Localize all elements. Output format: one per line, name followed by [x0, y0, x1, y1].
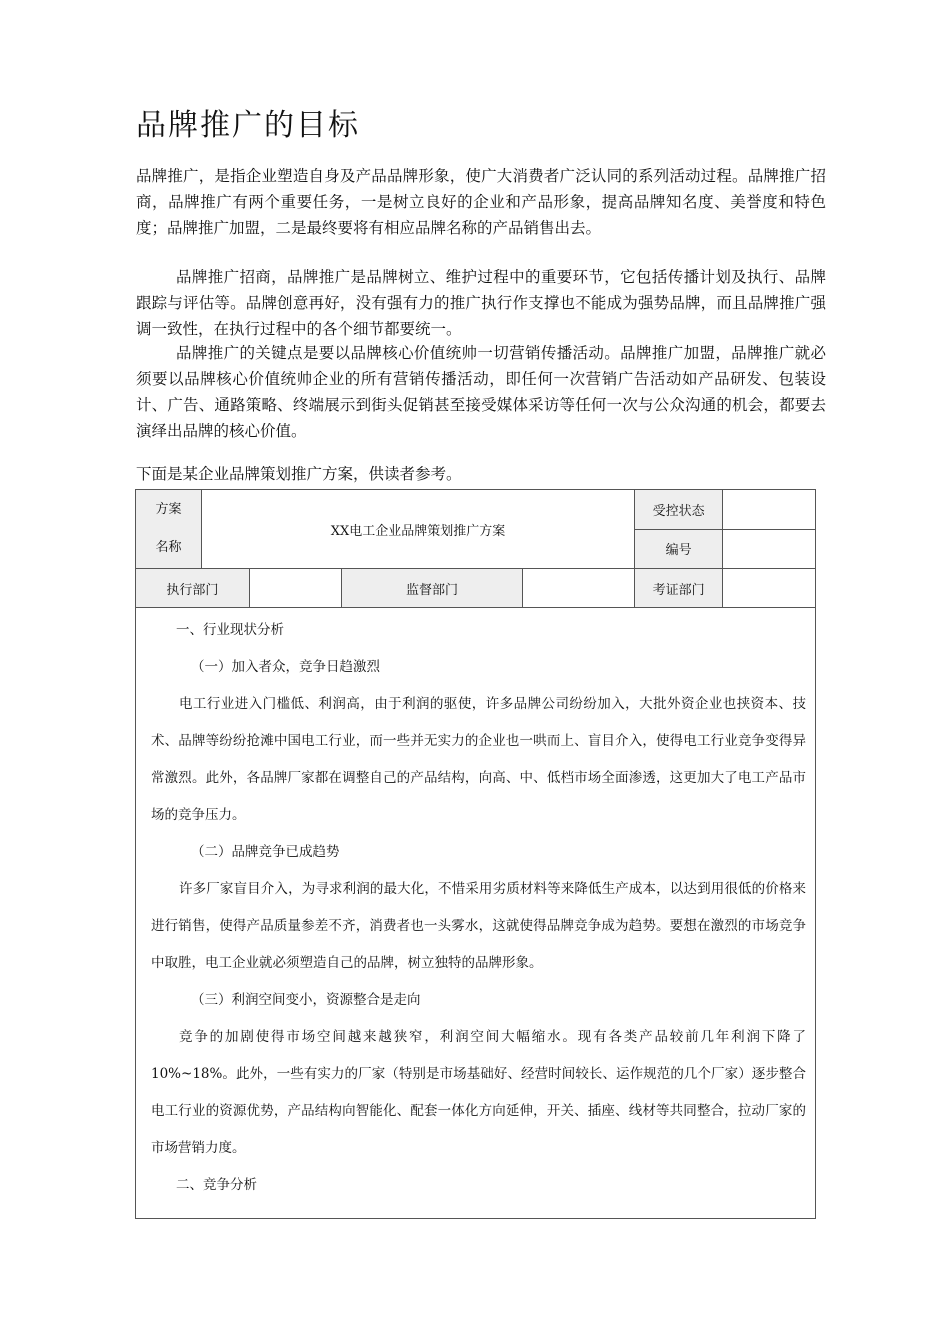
verify-dept-value: [723, 569, 816, 608]
verify-dept-label: 考证部门: [635, 569, 723, 608]
exec-dept-value: [249, 569, 341, 608]
subheading-brand-trend: （二）品牌竞争已成趋势: [191, 844, 340, 860]
number-label: 编号: [635, 529, 723, 569]
supervise-dept-value: [523, 569, 635, 608]
control-status-label: 受控状态: [635, 490, 723, 530]
plan-name-label-line2: 名称: [155, 540, 182, 555]
plan-name-label-line1: 方案: [155, 502, 182, 517]
plan-content-cell: [136, 608, 816, 1219]
plan-table: [135, 489, 816, 1219]
control-status-value: [723, 490, 816, 530]
paragraph-importance: 品牌推广招商，品牌推广是品牌树立、维护过程中的重要环节，它包括传播计划及执行、品牌跟踪与评估等。品牌创意再好，没有强有力的推广执行作支撑也不能成为强势品牌，而且品牌推广强调一致性，在执行过程中的各个细节都要统一。: [136, 268, 826, 338]
paragraph-key-point: 品牌推广的关键点是要以品牌核心价值统帅一切营销传播活动。品牌推广加盟，品牌推广就必须要以品牌核心价值统帅企业的所有营销传播活动，即任何一次营销广告活动如产品研发、包装设计、广告、通路策略、终端展示到街头促销甚至接受媒体采访等任何一次与公众沟通的机会，都要去演绎出品牌的核心价值。: [136, 344, 826, 440]
section-heading-industry: 一、行业现状分析: [176, 622, 284, 638]
supervise-dept-label: 监督部门: [341, 569, 523, 608]
paragraph-definition: 品牌推广，是指企业塑造自身及产品品牌形象，使广大消费者广泛认同的系列活动过程。品牌推广招商，品牌推广有两个重要任务，一是树立良好的企业和产品形象，提高品牌知名度、美誉度和特色度；品牌推广加盟，二是最终要将有相应品牌名称的产品销售出去。: [136, 167, 826, 237]
exec-dept-label: 执行部门: [136, 569, 250, 608]
intro-sentence: 下面是某企业品牌策划推广方案，供读者参考。: [136, 465, 462, 483]
subheading-profit: （三）利润空间变小，资源整合是走向: [191, 992, 421, 1008]
plan-name-label-cell: [136, 490, 202, 569]
paragraph-brand-trend: 许多厂家盲目介入，为寻求利润的最大化，不惜采用劣质材料等来降低生产成本，以达到用很低的价格来进行销售，使得产品质量参差不齐，消费者也一头雾水，这就使得品牌竞争成为趋势。要想在激烈的市场竞争中取胜，电工企业就必须塑造自己的品牌，树立独特的品牌形象。: [151, 881, 806, 971]
subheading-competition: （一）加入者众，竞争日趋激烈: [191, 659, 380, 675]
number-value: [723, 529, 816, 569]
paragraph-competition: 电工行业进入门槛低、利润高，由于利润的驱使，许多品牌公司纷纷加入，大批外资企业也挟资本、技术、品牌等纷纷抢滩中国电工行业，而一些并无实力的企业也一哄而上、盲目介入，使得电工行业竞争变得异常激烈。此外，各品牌厂家都在调整自己的产品结构，向高、中、低档市场全面渗透，这更加大了电工产品市场的竞争压力。: [151, 696, 806, 823]
page-title: 品牌推广的目标: [136, 108, 360, 143]
section-heading-competition: 二、竞争分析: [176, 1177, 257, 1193]
paragraph-profit: 竞争的加剧使得市场空间越来越狭窄，利润空间大幅缩水。现有各类产品较前几年利润下降了 10%~18%。此外，一些有实力的厂家（特别是市场基础好、经营时间较长、运作规范的几个厂家）逐步整合电工行业的资源优势，产品结构向智能化、配套一体化方向延伸，开关、插座、线材等共同整合，拉动厂家的市场营销力度。: [151, 1029, 806, 1156]
plan-name-value: XX电工企业品牌策划推广方案: [201, 490, 634, 569]
